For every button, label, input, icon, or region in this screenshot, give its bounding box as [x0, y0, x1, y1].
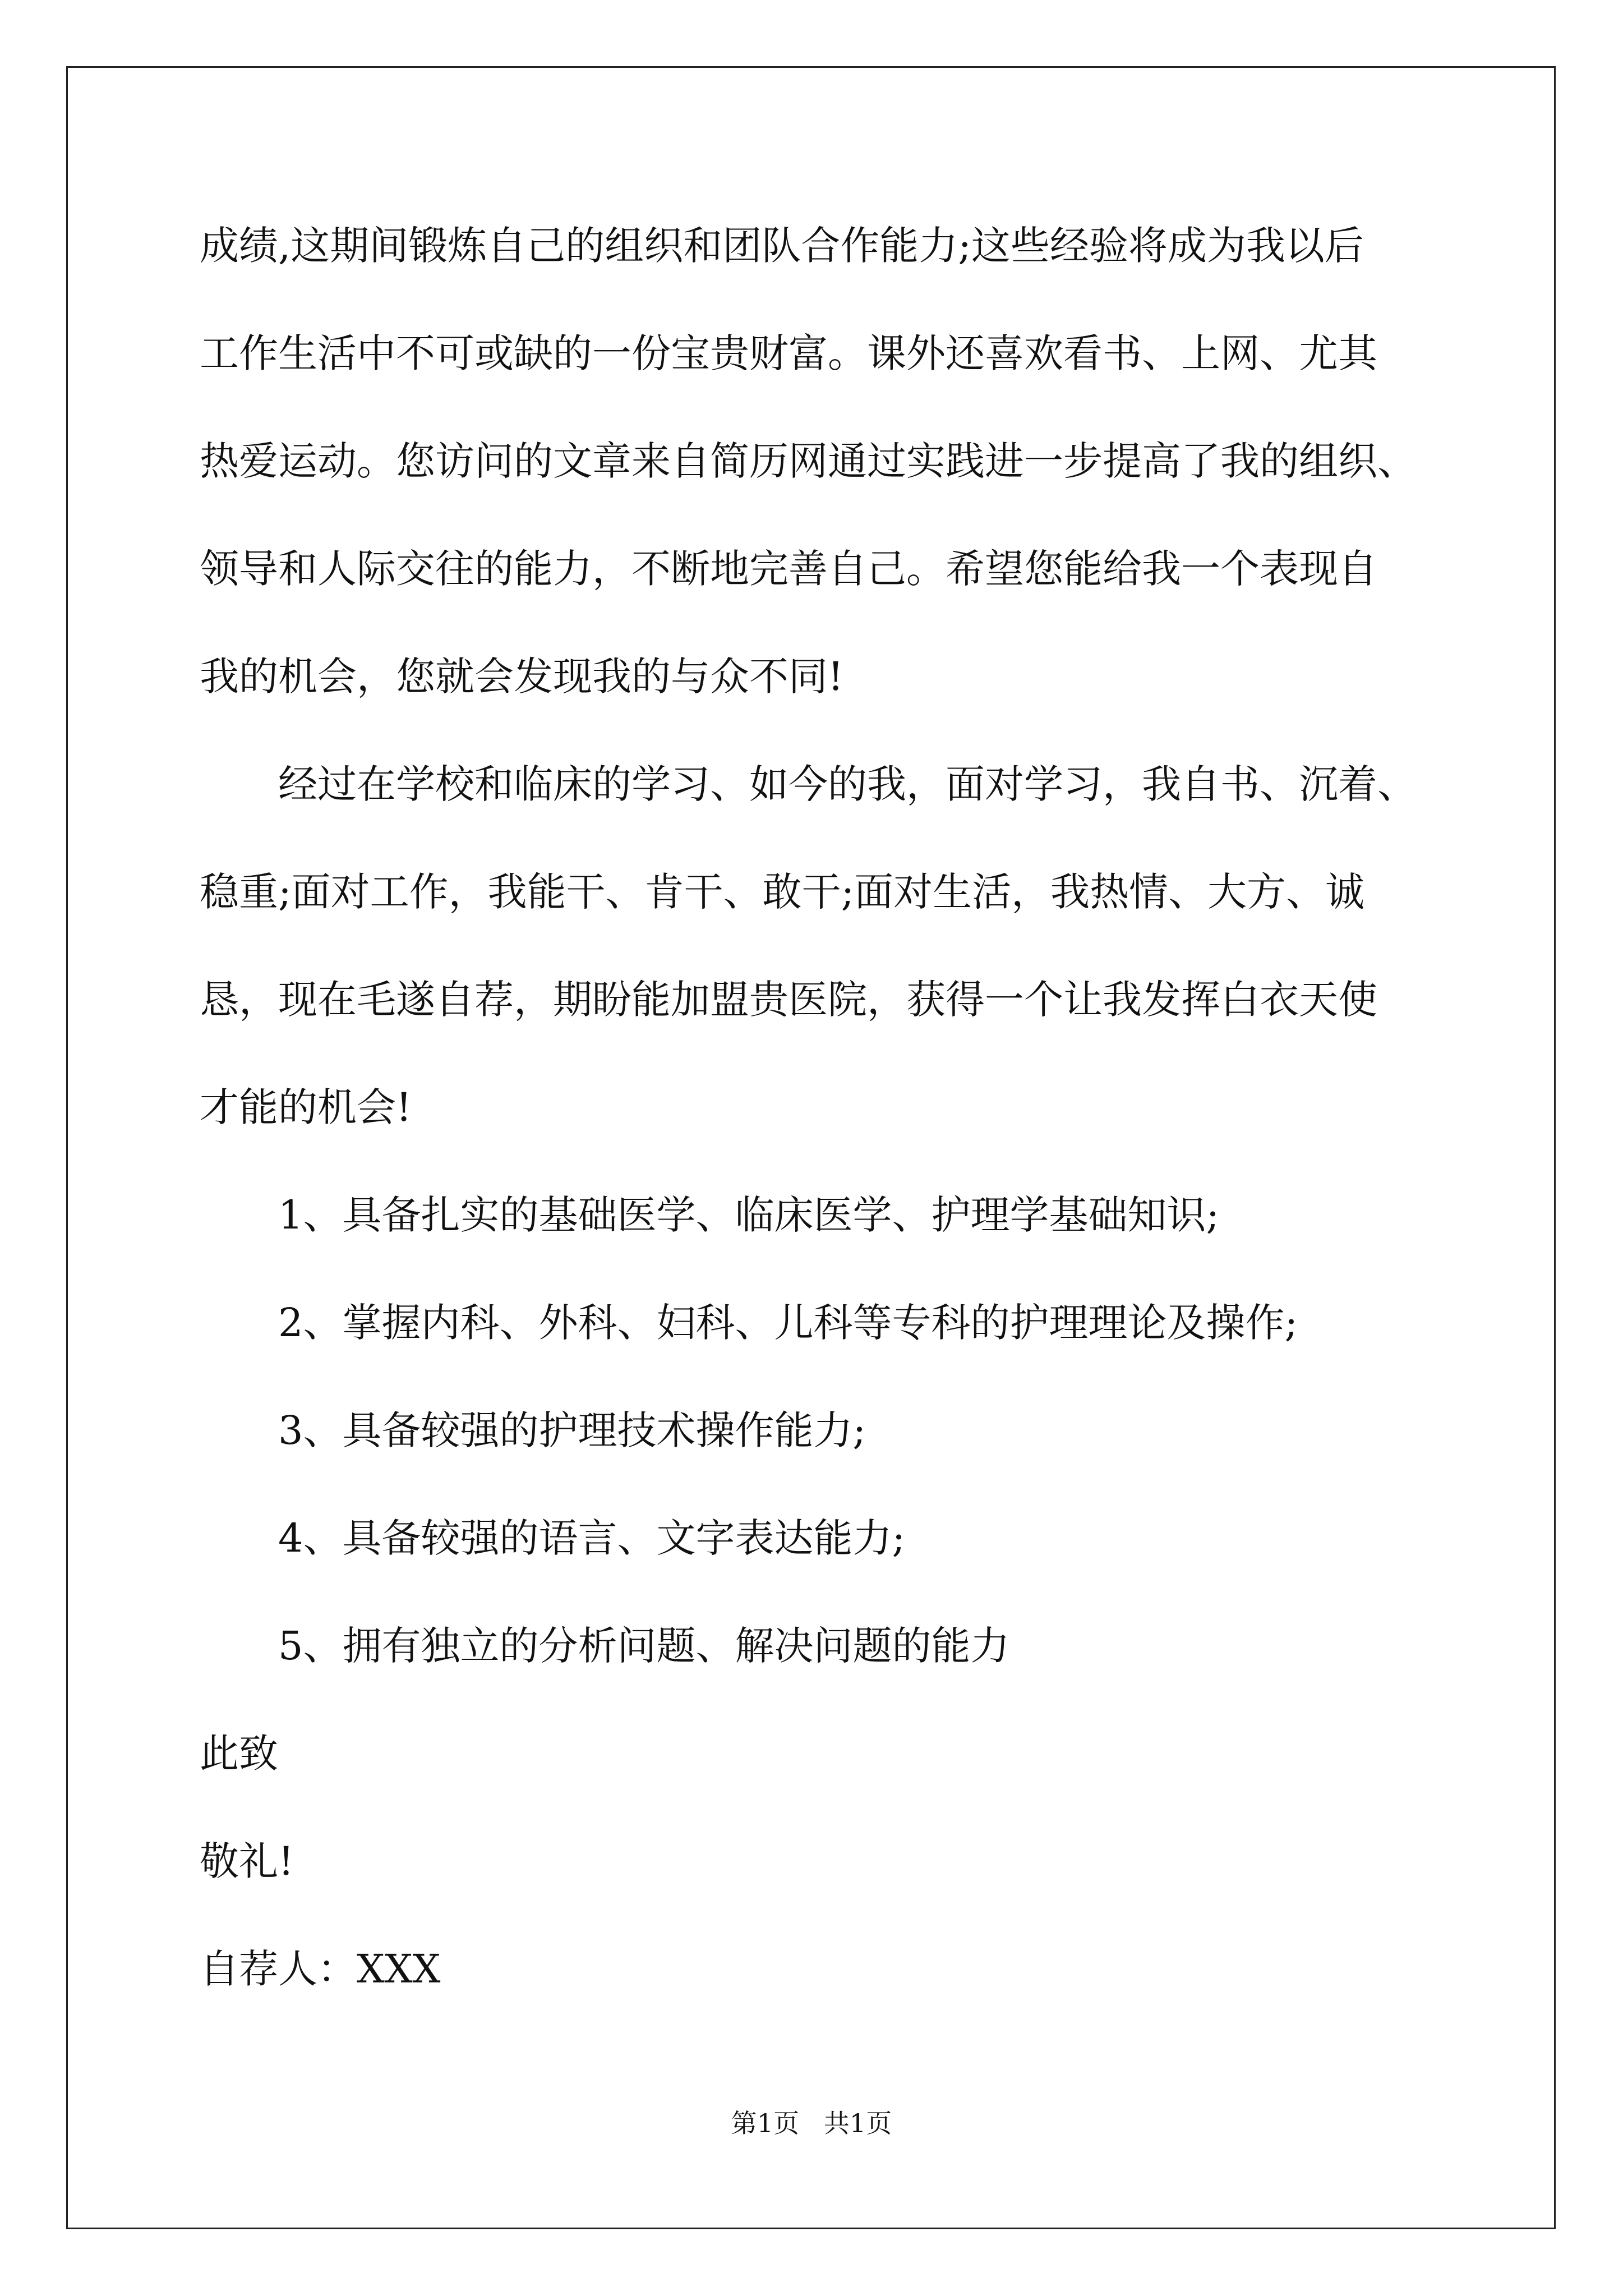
page-number-footer: 第1页 共1页	[731, 2108, 892, 2138]
text-line: 成绩,这期间锻炼自己的组织和团队合作能力;这些经验将成为我以后	[200, 223, 1364, 269]
signature: 自荐人：XXX	[200, 1946, 441, 1992]
list-item: 2、掌握内科、外科、妇科、儿科等专科的护理理论及操作;	[278, 1300, 1298, 1346]
letter-body	[200, 219, 1433, 2050]
text-line: 领导和人际交往的能力，不断地完善自己。希望您能给我一个表现自	[200, 546, 1377, 592]
text-line: 才能的机会!	[200, 1084, 412, 1130]
list-item: 1、具备扎实的基础医学、临床医学、护理学基础知识;	[278, 1192, 1220, 1238]
closing-regards: 敬礼!	[200, 1838, 294, 1884]
paragraph-self-recommendation	[200, 757, 1433, 1134]
text-line: 恳，现在毛遂自荐，期盼能加盟贵医院，获得一个让我发挥白衣天使	[200, 977, 1377, 1023]
list-item: 3、具备较强的护理技术操作能力;	[278, 1407, 866, 1453]
list-item: 5、拥有独立的分析问题、解决问题的能力	[278, 1623, 1010, 1669]
list-item: 4、具备较强的语言、文字表达能力;	[278, 1515, 906, 1561]
text-line: 我的机会，您就会发现我的与众不同!	[200, 654, 844, 700]
text-line: 经过在学校和临床的学习、如今的我，面对学习，我自书、沉着、	[278, 761, 1417, 807]
text-line: 热爱运动。您访问的文章来自简历网通过实践进一步提高了我的组织、	[200, 438, 1417, 484]
text-line: 稳重;面对工作，我能干、肯干、敢干;面对生活，我热情、大方、诚	[200, 869, 1365, 915]
text-line: 工作生活中不可或缺的一份宝贵财富。课外还喜欢看书、上网、尤其	[200, 330, 1377, 376]
paragraph-experience	[200, 219, 1433, 703]
closing-salutation: 此致	[200, 1731, 278, 1777]
